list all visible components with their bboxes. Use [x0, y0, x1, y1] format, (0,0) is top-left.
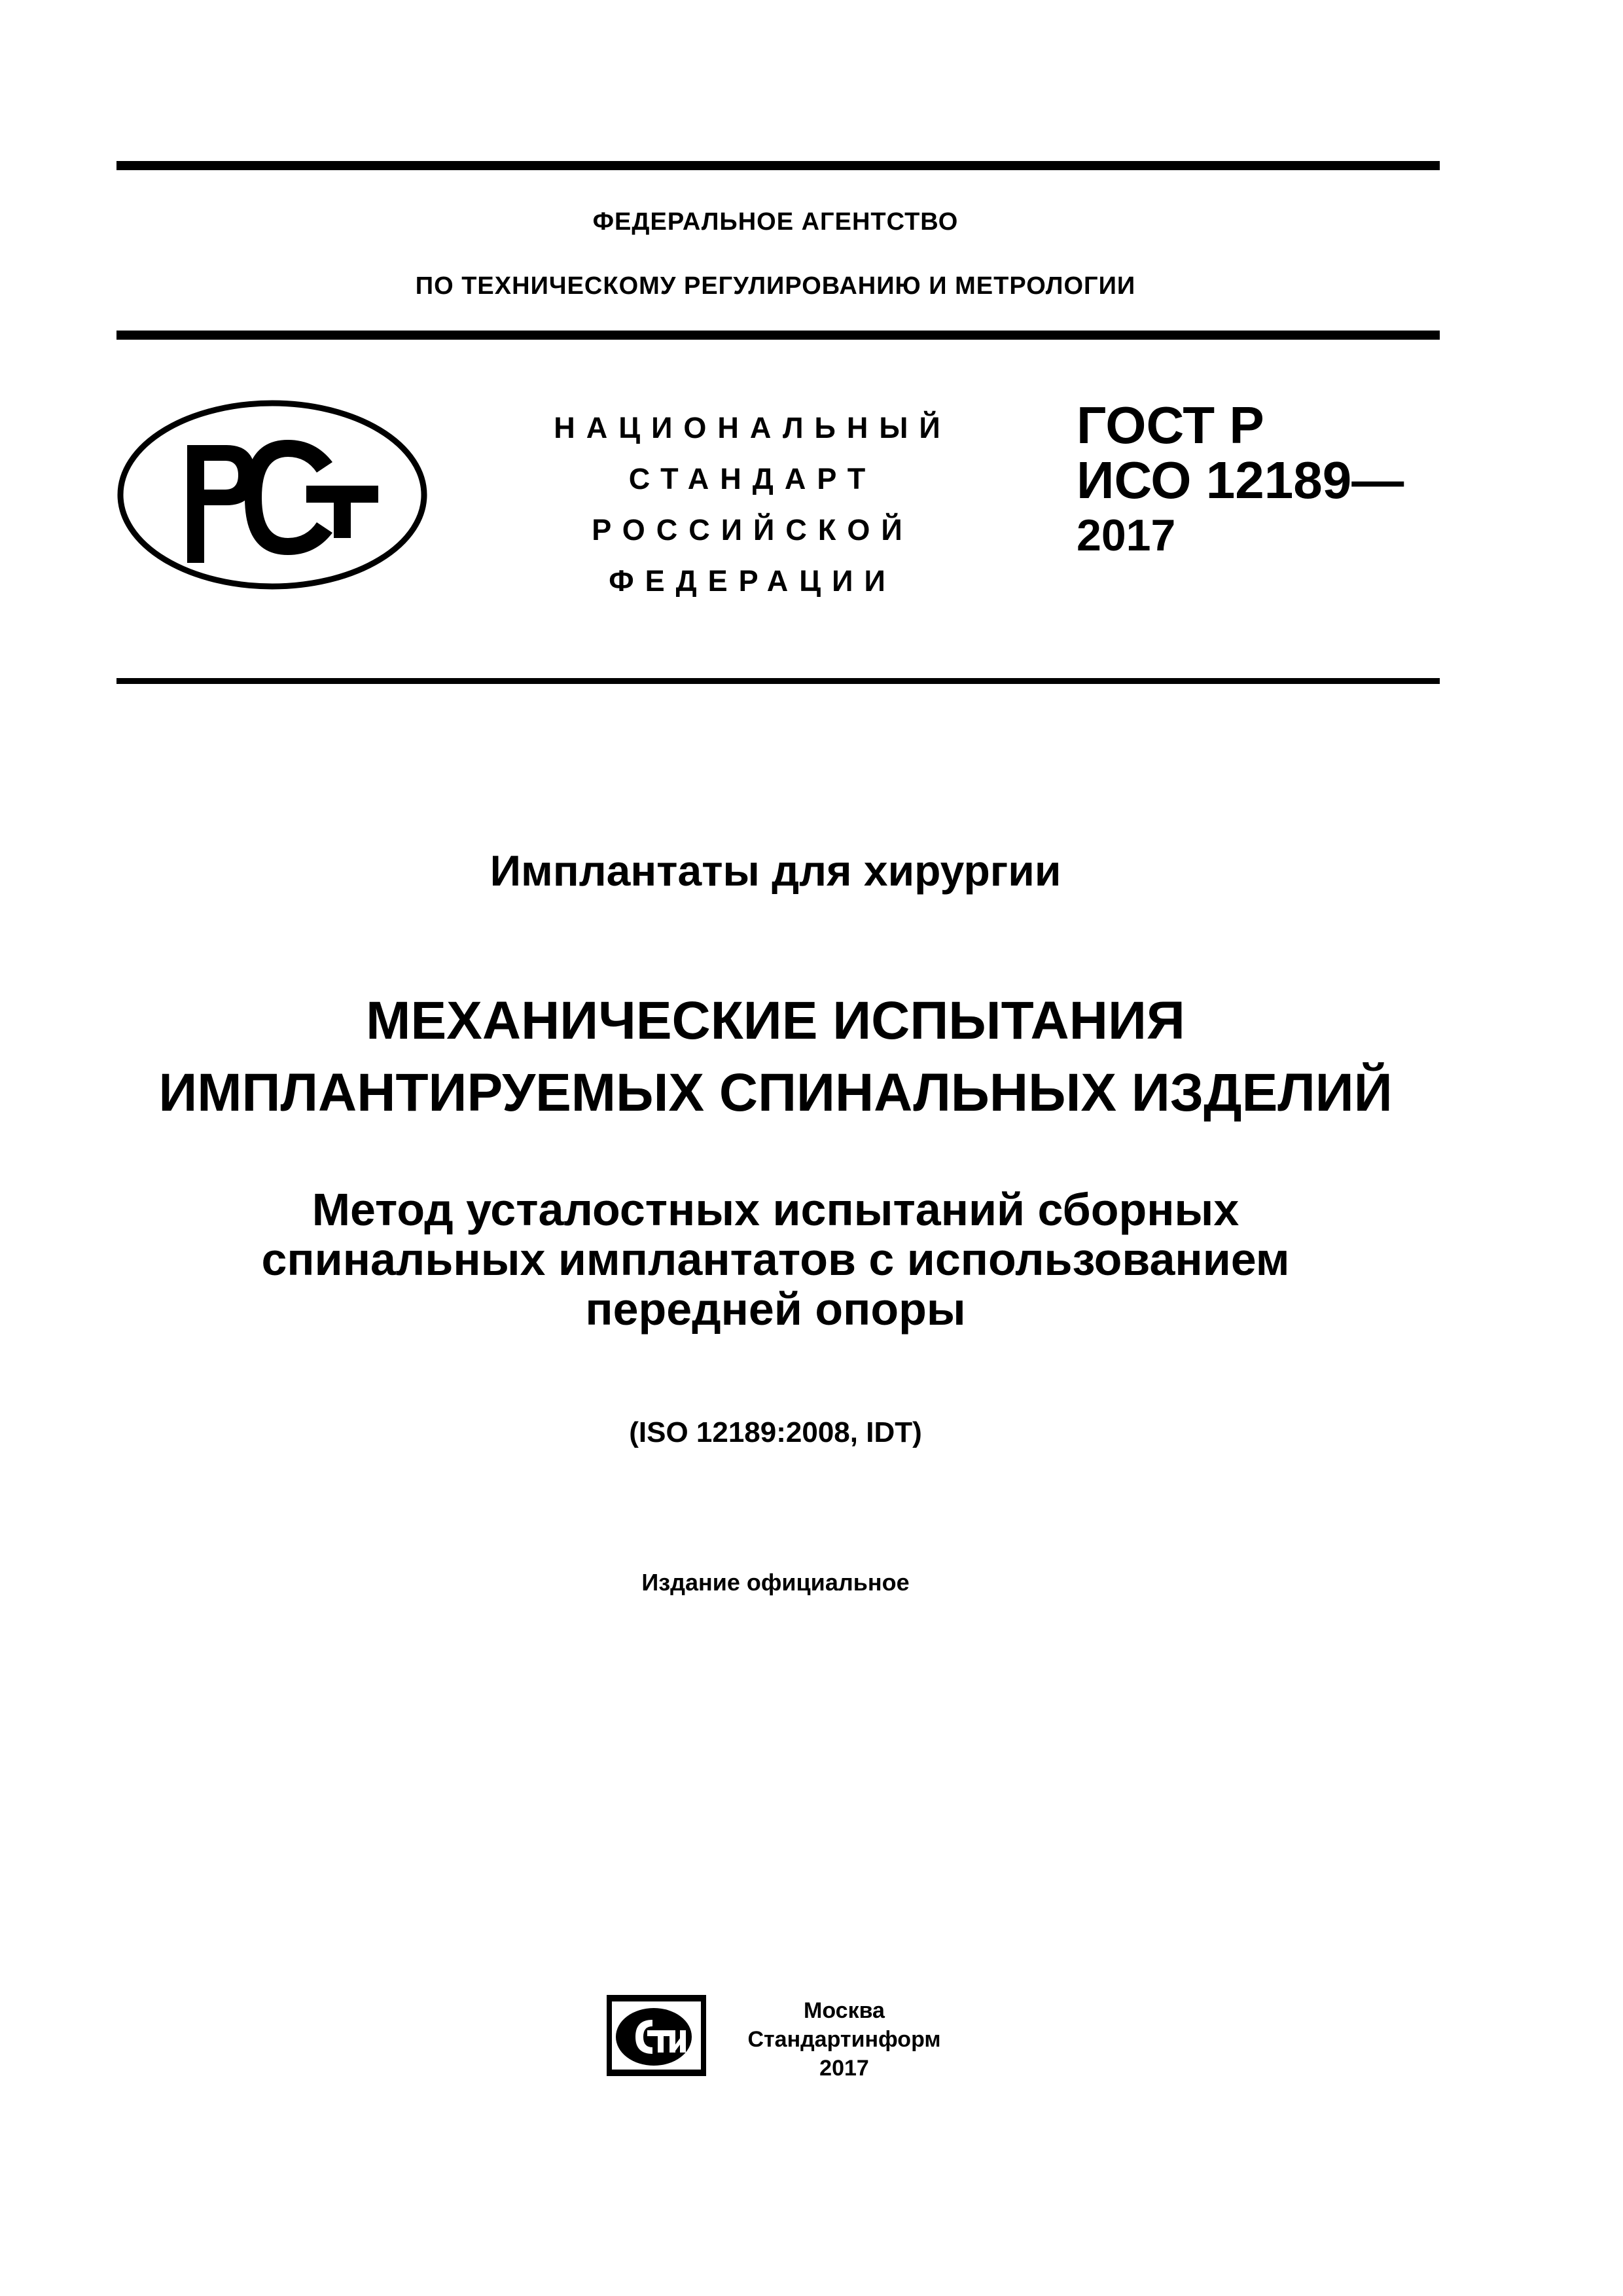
agency-name-line-1: ФЕДЕРАЛЬНОЕ АГЕНТСТВО	[592, 208, 959, 236]
agency-name-line-2: ПО ТЕХНИЧЕСКОМУ РЕГУЛИРОВАНИЮ И МЕТРОЛОГИИ	[415, 272, 1136, 300]
standard-type-line: СТАНДАРТ	[628, 462, 877, 495]
publication-year: 2017	[819, 2056, 869, 2081]
main-title-line: МЕХАНИЧЕСКИЕ ИСПЫТАНИЯ	[366, 991, 1185, 1050]
document-subject: Имплантаты для хирургии	[490, 846, 1061, 895]
publisher-name: Стандартинформ	[747, 2027, 941, 2052]
publisher-block	[707, 1996, 982, 2083]
document-sub-title	[0, 1185, 1551, 1334]
designation-line: 2017	[1077, 511, 1176, 560]
rst-certification-mark-icon	[116, 399, 428, 590]
sub-title-line: передней опоры	[585, 1283, 966, 1335]
designation-line: ГОСТ Р	[1077, 396, 1264, 454]
sub-title-line: спинальных имплантатов с использованием	[261, 1234, 1290, 1285]
standard-type-label	[537, 403, 969, 607]
title-block-rule	[116, 678, 1440, 684]
sub-title-line: Метод усталостных испытаний сборных	[312, 1184, 1240, 1235]
main-title-line: ИМПЛАНТИРУЕМЫХ СПИНАЛЬНЫХ ИЗДЕЛИЙ	[158, 1063, 1393, 1122]
standartinform-logo-icon	[607, 1995, 706, 2076]
designation-line: ИСО 12189—	[1077, 451, 1404, 509]
standard-type-line: НАЦИОНАЛЬНЫЙ	[554, 411, 952, 444]
header-rule	[116, 331, 1440, 340]
edition-label: Издание официальное	[641, 1569, 910, 1596]
publisher-city: Москва	[804, 1998, 885, 2023]
iso-reference: (ISO 12189:2008, IDT)	[629, 1416, 922, 1448]
standard-designation	[1077, 398, 1404, 563]
standard-type-line: ФЕДЕРАЦИИ	[609, 564, 897, 598]
document-main-title	[0, 985, 1551, 1129]
standard-type-line: РОССИЙСКОЙ	[592, 513, 914, 547]
top-rule	[116, 161, 1440, 170]
